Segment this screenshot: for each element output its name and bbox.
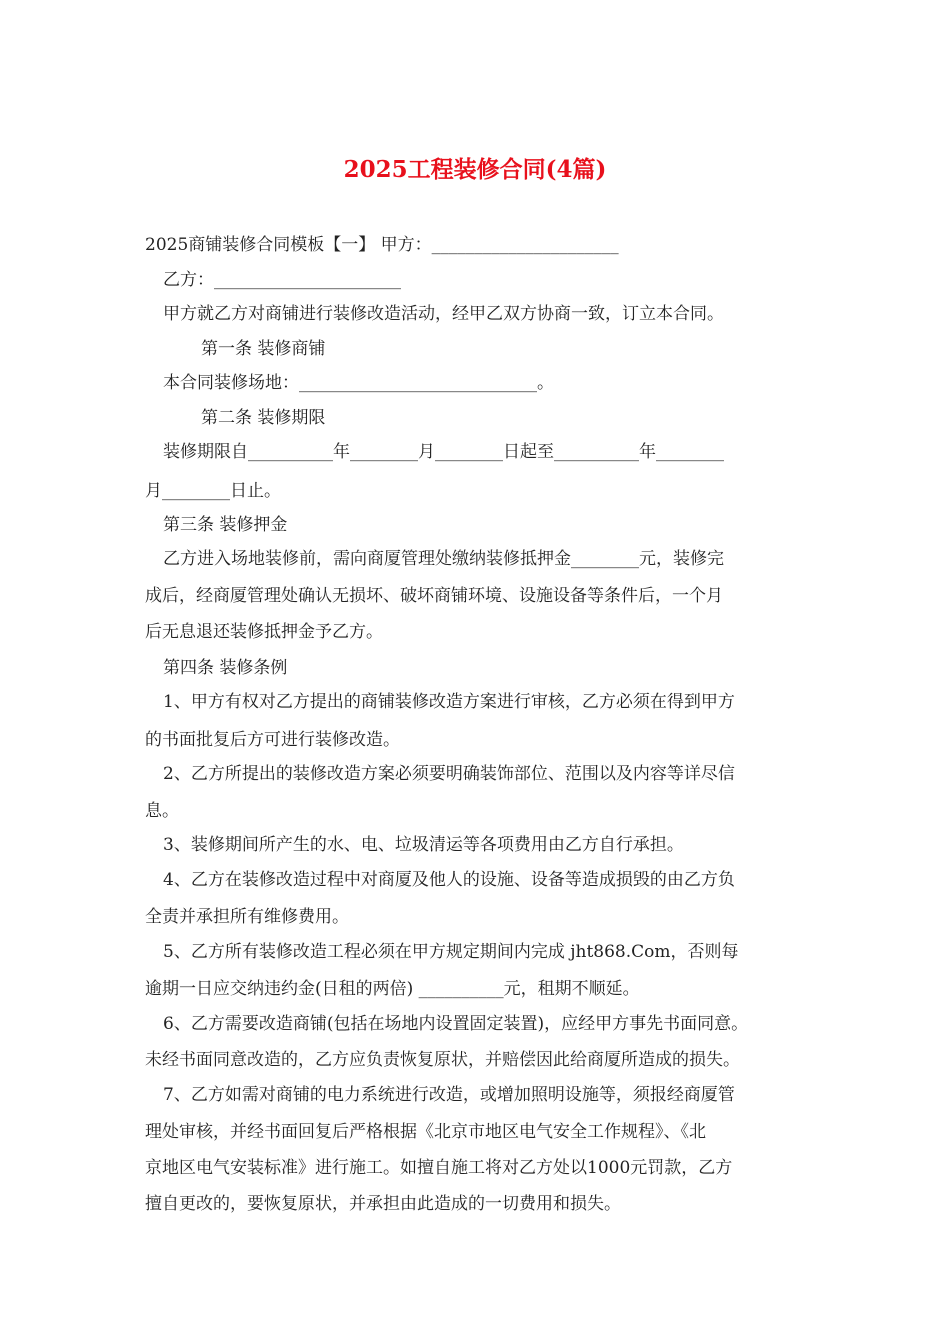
paragraph-line: 1、甲方有权对乙方提出的商铺装修改造方案进行审核，乙方必须在得到甲方 xyxy=(163,692,735,712)
paragraph-line: 后无息退还装修抵押金予乙方。 xyxy=(145,622,383,642)
paragraph-line: 7、乙方如需对商铺的电力系统进行改造，或增加照明设施等，须报经商厦管 xyxy=(163,1085,735,1105)
paragraph-line: 4、乙方在装修改造过程中对商厦及他人的设施、设备等造成损毁的由乙方负 xyxy=(163,870,735,890)
article-4-heading: 第四条 装修条例 xyxy=(163,658,288,678)
paragraph-line: 装修期限自__________年________月________日起至__________年________ xyxy=(163,442,724,462)
paragraph-line: 全责并承担所有维修费用。 xyxy=(145,907,349,927)
contract-heading-line: 2025商铺装修合同模板【一】 甲方：______________________ xyxy=(145,235,619,255)
document-title: 2025工程装修合同(4篇) xyxy=(343,156,607,183)
paragraph-line: 3、装修期间所产生的水、电、垃圾清运等各项费用由乙方自行承担。 xyxy=(163,835,684,855)
paragraph-line: 京地区电气安装标准》进行施工。如擅自施工将对乙方处以1000元罚款，乙方 xyxy=(145,1158,733,1178)
party-b-line: 乙方：______________________ xyxy=(163,270,401,290)
paragraph-line: 成后，经商厦管理处确认无损坏、破坏商铺环境、设施设备等条件后，一个月 xyxy=(145,586,723,606)
paragraph-line: 本合同装修场地：____________________________。 xyxy=(163,373,554,393)
article-1-heading: 第一条 装修商铺 xyxy=(201,339,326,359)
paragraph-line: 月________日止。 xyxy=(145,481,281,501)
paragraph-line: 息。 xyxy=(145,801,179,821)
paragraph-line: 未经书面同意改造的，乙方应负责恢复原状，并赔偿因此给商厦所造成的损失。 xyxy=(145,1050,740,1070)
article-3-heading: 第三条 装修押金 xyxy=(163,515,288,535)
article-2-heading: 第二条 装修期限 xyxy=(201,408,326,428)
paragraph-line: 2、乙方所提出的装修改造方案必须要明确装饰部位、范围以及内容等详尽信 xyxy=(163,764,735,784)
paragraph-line: 逾期一日应交纳违约金(日租的两倍) __________元，租期不顺延。 xyxy=(145,979,640,999)
paragraph-line: 6、乙方需要改造商铺(包括在场地内设置固定装置)，应经甲方事先书面同意。 xyxy=(163,1014,749,1034)
paragraph-line: 的书面批复后方可进行装修改造。 xyxy=(145,730,400,750)
paragraph-line: 擅自更改的，要恢复原状，并承担由此造成的一切费用和损失。 xyxy=(145,1194,621,1214)
paragraph-line: 理处审核，并经书面回复后严格根据《北京市地区电气安全工作规程》、《北 xyxy=(145,1122,706,1142)
preamble-line: 甲方就乙方对商铺进行装修改造活动，经甲乙双方协商一致，订立本合同。 xyxy=(163,304,724,324)
paragraph-line: 5、乙方所有装修改造工程必须在甲方规定期间内完成 jht868.Com，否则每 xyxy=(163,942,739,962)
paragraph-line: 乙方进入场地装修前，需向商厦管理处缴纳装修抵押金________元，装修完 xyxy=(163,549,724,569)
